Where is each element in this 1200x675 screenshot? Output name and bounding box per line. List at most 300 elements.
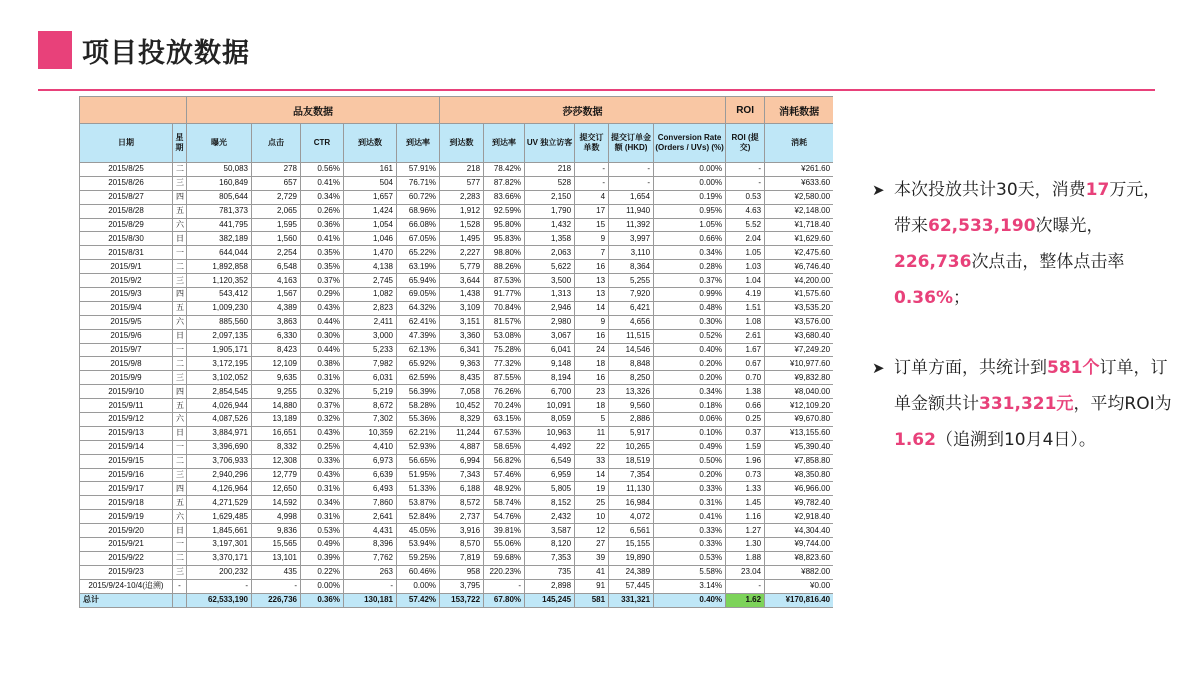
table-cell: 2015/9/8	[80, 357, 173, 371]
table-cell: 577	[440, 176, 484, 190]
table-cell: 2015/9/13	[80, 426, 173, 440]
table-cell: 11,940	[609, 204, 654, 218]
table-cell: ¥1,629.60	[765, 232, 833, 246]
table-cell: 2015/9/17	[80, 482, 173, 496]
table-cell: 70.24%	[484, 399, 525, 413]
table-cell: 2,854,545	[187, 385, 252, 399]
table-cell: 51.95%	[397, 468, 440, 482]
table-cell: 2015/9/21	[80, 538, 173, 552]
table-cell: 0.30%	[301, 329, 344, 343]
table-cell: -	[726, 163, 765, 177]
title-divider	[38, 89, 1155, 91]
table-cell: 45.05%	[397, 524, 440, 538]
table-cell: ¥2,918.40	[765, 510, 833, 524]
table-cell: 67.80%	[484, 593, 525, 607]
table-cell: 12,308	[252, 454, 301, 468]
table-cell: 2,729	[252, 190, 301, 204]
table-cell: 5,219	[344, 385, 397, 399]
table-cell: 0.41%	[301, 176, 344, 190]
table-cell: 0.33%	[654, 538, 726, 552]
table-cell: 23.04	[726, 565, 765, 579]
table-cell: ¥9,670.80	[765, 413, 833, 427]
summary-bullet-orders	[872, 350, 1172, 458]
table-cell: 13	[575, 288, 609, 302]
table-cell: 3,172,195	[187, 357, 252, 371]
table-cell: 0.37%	[301, 274, 344, 288]
table-cell: 0.34%	[301, 496, 344, 510]
table-cell: 3,396,690	[187, 440, 252, 454]
table-cell: 1.05	[726, 246, 765, 260]
table-cell: 0.36%	[301, 593, 344, 607]
table-cell: 504	[344, 176, 397, 190]
table-cell: 13	[575, 274, 609, 288]
table-cell: 7,920	[609, 288, 654, 302]
table-cell: 60.46%	[397, 565, 440, 579]
column-header: 点击	[252, 124, 301, 163]
table-body	[80, 163, 834, 608]
table-cell: -	[575, 163, 609, 177]
table-cell: 0.99%	[654, 288, 726, 302]
table-cell: 7,058	[440, 385, 484, 399]
table-cell: 98.80%	[484, 246, 525, 260]
table-cell: 6,421	[609, 301, 654, 315]
table-cell: 53.94%	[397, 538, 440, 552]
table-cell: 2015/9/2	[80, 274, 173, 288]
table-cell: 1,009,230	[187, 301, 252, 315]
table-cell: 0.00%	[301, 579, 344, 593]
table-cell: 0.34%	[654, 246, 726, 260]
table-cell: 0.44%	[301, 343, 344, 357]
table-cell: 75.28%	[484, 343, 525, 357]
table-cell: ¥9,782.40	[765, 496, 833, 510]
table-cell: 9,635	[252, 371, 301, 385]
table-cell: 9,836	[252, 524, 301, 538]
table-cell: 11,244	[440, 426, 484, 440]
table-cell: 0.95%	[654, 204, 726, 218]
table-cell: 2,097,135	[187, 329, 252, 343]
table-cell: 2,254	[252, 246, 301, 260]
table-row	[80, 454, 834, 468]
table-cell: 五	[173, 496, 187, 510]
table-cell	[173, 593, 187, 607]
table-cell: ¥3,535.20	[765, 301, 833, 315]
table-cell: 14	[575, 468, 609, 482]
table-cell: 4	[575, 190, 609, 204]
table-cell: 0.43%	[301, 426, 344, 440]
table-cell: 7,762	[344, 551, 397, 565]
table-cell: 1.04	[726, 274, 765, 288]
table-cell: 543,412	[187, 288, 252, 302]
table-row	[80, 260, 834, 274]
table-row	[80, 510, 834, 524]
table-cell: 13,189	[252, 413, 301, 427]
table-cell: 16	[575, 371, 609, 385]
table-row	[80, 413, 834, 427]
title-bar	[38, 30, 250, 70]
table-cell: 2,063	[525, 246, 575, 260]
table-cell: 1,082	[344, 288, 397, 302]
table-cell: 16,651	[252, 426, 301, 440]
table-cell: 15,565	[252, 538, 301, 552]
table-cell: 0.48%	[654, 301, 726, 315]
table-cell: 92.59%	[484, 204, 525, 218]
summary-text: 本次投放共计30天，消费17万元， 带来62,533,190次曝光， 226,736次点击，整体点击率0.36%；	[894, 180, 1161, 308]
table-cell: 2015/9/11	[80, 399, 173, 413]
table-cell: 4,026,944	[187, 399, 252, 413]
table-cell: 70.84%	[484, 301, 525, 315]
table-cell: ¥2,580.00	[765, 190, 833, 204]
table-cell: 0.26%	[301, 204, 344, 218]
table-cell: 2015/9/15	[80, 454, 173, 468]
table-cell: 4,431	[344, 524, 397, 538]
table-cell: 1.03	[726, 260, 765, 274]
table-cell: 200,232	[187, 565, 252, 579]
table-cell: 3,997	[609, 232, 654, 246]
table-cell: 四	[173, 288, 187, 302]
table-cell: 1.08	[726, 315, 765, 329]
table-cell: 54.76%	[484, 510, 525, 524]
table-cell: 17	[575, 204, 609, 218]
table-cell: 0.41%	[301, 232, 344, 246]
table-cell: 2015/9/3	[80, 288, 173, 302]
table-cell: 58.28%	[397, 399, 440, 413]
table-cell: 52.93%	[397, 440, 440, 454]
table-cell: 4,271,529	[187, 496, 252, 510]
table-cell: ¥1,718.40	[765, 218, 833, 232]
column-header: 到达数	[344, 124, 397, 163]
table-cell: -	[187, 579, 252, 593]
table-cell: 1.27	[726, 524, 765, 538]
table-row	[80, 538, 834, 552]
table-cell: 0.67	[726, 357, 765, 371]
table-cell: 5,622	[525, 260, 575, 274]
table-cell: 2,641	[344, 510, 397, 524]
table-cell: 8,329	[440, 413, 484, 427]
table-cell: 7,982	[344, 357, 397, 371]
table-cell: 2015/9/14	[80, 440, 173, 454]
table-cell: 二	[173, 551, 187, 565]
table-cell: 62.59%	[397, 371, 440, 385]
table-cell: 1,912	[440, 204, 484, 218]
table-row	[80, 190, 834, 204]
table-cell: 81.57%	[484, 315, 525, 329]
table-cell: 0.31%	[301, 510, 344, 524]
table-cell: 13,326	[609, 385, 654, 399]
table-cell: 1,892,858	[187, 260, 252, 274]
table-cell: -	[575, 176, 609, 190]
table-cell: 16	[575, 329, 609, 343]
table-cell: 2015/9/4	[80, 301, 173, 315]
table-cell: 14,546	[609, 343, 654, 357]
table-cell: ¥261.60	[765, 163, 833, 177]
table-cell: 15,155	[609, 538, 654, 552]
table-cell: 0.25%	[301, 440, 344, 454]
table-cell: 2,823	[344, 301, 397, 315]
table-cell: 8,672	[344, 399, 397, 413]
table-cell: ¥13,155.60	[765, 426, 833, 440]
table-cell: 8,332	[252, 440, 301, 454]
table-row	[80, 440, 834, 454]
table-cell: 3,109	[440, 301, 484, 315]
table-cell: 0.53%	[301, 524, 344, 538]
table-row	[80, 246, 834, 260]
table-cell: 52.84%	[397, 510, 440, 524]
table-cell: 53.87%	[397, 496, 440, 510]
table-cell: 12,779	[252, 468, 301, 482]
table-cell: 0.33%	[654, 482, 726, 496]
table-cell: ¥0.00	[765, 579, 833, 593]
table-cell: 3,000	[344, 329, 397, 343]
table-cell: 0.50%	[654, 454, 726, 468]
table-cell: 4,656	[609, 315, 654, 329]
table-cell: 2015/9/12	[80, 413, 173, 427]
table-row	[80, 565, 834, 579]
table-cell: 1,528	[440, 218, 484, 232]
table-cell: 6,041	[525, 343, 575, 357]
table-cell: 日	[173, 329, 187, 343]
table-cell: 6,341	[440, 343, 484, 357]
table-cell: 0.20%	[654, 357, 726, 371]
table-cell: 2.04	[726, 232, 765, 246]
table-cell: 1.33	[726, 482, 765, 496]
table-cell: 62.21%	[397, 426, 440, 440]
table-cell: 2,745	[344, 274, 397, 288]
table-cell: 0.28%	[654, 260, 726, 274]
table-cell: 5	[575, 413, 609, 427]
table-cell: 15	[575, 218, 609, 232]
table-cell: 4,887	[440, 440, 484, 454]
table-cell: 27	[575, 538, 609, 552]
table-cell: 1,845,661	[187, 524, 252, 538]
table-cell: 二	[173, 163, 187, 177]
table-cell: 2,946	[525, 301, 575, 315]
summary-panel	[872, 172, 1172, 492]
table-cell: 5,805	[525, 482, 575, 496]
table-cell: 87.55%	[484, 371, 525, 385]
table-cell: 25	[575, 496, 609, 510]
table-cell: 2015/8/25	[80, 163, 173, 177]
table-cell: 0.06%	[654, 413, 726, 427]
table-cell: 0.38%	[301, 357, 344, 371]
table-cell: 4,072	[609, 510, 654, 524]
table-cell: 0.37	[726, 426, 765, 440]
table-row	[80, 315, 834, 329]
table-cell: 6,031	[344, 371, 397, 385]
table-cell: 9	[575, 315, 609, 329]
table-row	[80, 176, 834, 190]
table-cell: 2015/9/9	[80, 371, 173, 385]
table-total-row	[80, 593, 834, 607]
table-cell: 63.19%	[397, 260, 440, 274]
table-cell: 1.45	[726, 496, 765, 510]
column-header: 提交订单金额 (HKD)	[609, 124, 654, 163]
table-cell: 24,389	[609, 565, 654, 579]
table-cell: 1,432	[525, 218, 575, 232]
group-header-roi: ROI	[726, 97, 765, 124]
table-cell: 1,567	[252, 288, 301, 302]
table-cell: 7,354	[609, 468, 654, 482]
table-cell: 6,561	[609, 524, 654, 538]
table-cell: 0.34%	[301, 190, 344, 204]
page-title: 项目投放数据	[82, 37, 250, 69]
table-cell: 95.80%	[484, 218, 525, 232]
table-cell: 2015/9/6	[80, 329, 173, 343]
column-header: CTR	[301, 124, 344, 163]
table-cell: 五	[173, 204, 187, 218]
table-cell: 0.25	[726, 413, 765, 427]
table-cell: 1,470	[344, 246, 397, 260]
table-cell: 14,592	[252, 496, 301, 510]
table-cell: 0.37%	[654, 274, 726, 288]
table-cell: 5,233	[344, 343, 397, 357]
table-cell: 0.19%	[654, 190, 726, 204]
table-cell: -	[252, 579, 301, 593]
table-cell: 2,898	[525, 579, 575, 593]
table-cell: 12,109	[252, 357, 301, 371]
table-cell: 528	[525, 176, 575, 190]
table-cell: 8,194	[525, 371, 575, 385]
table-cell: 三	[173, 468, 187, 482]
table-cell: 57.46%	[484, 468, 525, 482]
table-cell: 8,120	[525, 538, 575, 552]
table-cell: 2015/8/27	[80, 190, 173, 204]
table-cell: 8,396	[344, 538, 397, 552]
table-cell: 62.41%	[397, 315, 440, 329]
table-cell: 4,087,526	[187, 413, 252, 427]
table-cell: 0.33%	[654, 524, 726, 538]
table-cell: ¥6,746.40	[765, 260, 833, 274]
table-cell: 58.74%	[484, 496, 525, 510]
table-cell: -	[726, 176, 765, 190]
table-cell: 一	[173, 538, 187, 552]
table-cell: 0.00%	[654, 163, 726, 177]
table-cell: 10,265	[609, 440, 654, 454]
table-cell: 4,389	[252, 301, 301, 315]
table-cell: 65.92%	[397, 357, 440, 371]
table-cell: 1.16	[726, 510, 765, 524]
table-cell: 2015/8/26	[80, 176, 173, 190]
table-cell: 6,959	[525, 468, 575, 482]
table-cell: 三	[173, 371, 187, 385]
table-cell: 1.51	[726, 301, 765, 315]
table-cell: 2015/8/31	[80, 246, 173, 260]
table-cell: 22	[575, 440, 609, 454]
table-cell: 16	[575, 260, 609, 274]
table-cell: 6,994	[440, 454, 484, 468]
table-cell: 一	[173, 246, 187, 260]
table-cell: ¥633.60	[765, 176, 833, 190]
table-cell: 0.41%	[654, 510, 726, 524]
table-cell: 657	[252, 176, 301, 190]
table-cell: 0.40%	[654, 343, 726, 357]
table-cell: ¥4,200.00	[765, 274, 833, 288]
table-cell: 1,438	[440, 288, 484, 302]
table-cell: 4.19	[726, 288, 765, 302]
table-cell: 4,163	[252, 274, 301, 288]
table-cell: 0.36%	[301, 218, 344, 232]
table-cell: 60.72%	[397, 190, 440, 204]
table-cell: ¥10,977.60	[765, 357, 833, 371]
table-cell: 7,819	[440, 551, 484, 565]
table-cell: 0.49%	[654, 440, 726, 454]
table-row	[80, 357, 834, 371]
table-cell: 五	[173, 301, 187, 315]
table-cell: 1,657	[344, 190, 397, 204]
table-cell: 2,150	[525, 190, 575, 204]
table-cell: 57.91%	[397, 163, 440, 177]
column-header: 到达率	[484, 124, 525, 163]
table-cell: ¥7,858.80	[765, 454, 833, 468]
table-cell: 83.66%	[484, 190, 525, 204]
table-row	[80, 496, 834, 510]
group-header-pinyou: 品友数据	[187, 97, 440, 124]
table-cell: 218	[440, 163, 484, 177]
table-cell: 2,411	[344, 315, 397, 329]
table-cell: 2,283	[440, 190, 484, 204]
column-header: 曝光	[187, 124, 252, 163]
table-cell: 7	[575, 246, 609, 260]
table-cell: 1.05%	[654, 218, 726, 232]
table-cell: 0.53%	[654, 551, 726, 565]
table-cell: 56.39%	[397, 385, 440, 399]
table-cell: 57.42%	[397, 593, 440, 607]
table-cell: 19	[575, 482, 609, 496]
table-cell: 日	[173, 426, 187, 440]
table-cell: 2,886	[609, 413, 654, 427]
table-cell: 3,500	[525, 274, 575, 288]
column-header: UV 独立访客	[525, 124, 575, 163]
table-cell: 0.44%	[301, 315, 344, 329]
table-cell: 0.40%	[654, 593, 726, 607]
table-cell: 二	[173, 260, 187, 274]
table-cell: 1.62	[726, 593, 765, 607]
table-row	[80, 399, 834, 413]
table-cell: 87.53%	[484, 274, 525, 288]
table-cell: 三	[173, 176, 187, 190]
table-cell: 1,358	[525, 232, 575, 246]
table-cell: 65.94%	[397, 274, 440, 288]
table-cell: 一	[173, 343, 187, 357]
group-header-sasa: 莎莎数据	[440, 97, 726, 124]
table-cell: 6,188	[440, 482, 484, 496]
table-cell: -	[609, 163, 654, 177]
table-cell: 218	[525, 163, 575, 177]
table-cell: 8,059	[525, 413, 575, 427]
table-row	[80, 274, 834, 288]
table-cell: 6,700	[525, 385, 575, 399]
table-cell: 11,515	[609, 329, 654, 343]
table-row	[80, 579, 834, 593]
table-cell: 日	[173, 232, 187, 246]
table-cell: 3,067	[525, 329, 575, 343]
table-cell: 435	[252, 565, 301, 579]
table-cell: -	[173, 579, 187, 593]
table-row	[80, 329, 834, 343]
table-cell: ¥7,249.20	[765, 343, 833, 357]
table-cell: 7,343	[440, 468, 484, 482]
table-cell: 3,884,971	[187, 426, 252, 440]
table-cell: 1,560	[252, 232, 301, 246]
table-cell: 0.00%	[654, 176, 726, 190]
table-cell: 55.06%	[484, 538, 525, 552]
table-cell: ¥12,109.20	[765, 399, 833, 413]
table-cell: 2,432	[525, 510, 575, 524]
table-cell: 总计	[80, 593, 173, 607]
table-cell: 8,364	[609, 260, 654, 274]
table-cell: 644,044	[187, 246, 252, 260]
arrow-bullet-icon: ➤	[872, 181, 885, 199]
table-cell: 76.26%	[484, 385, 525, 399]
